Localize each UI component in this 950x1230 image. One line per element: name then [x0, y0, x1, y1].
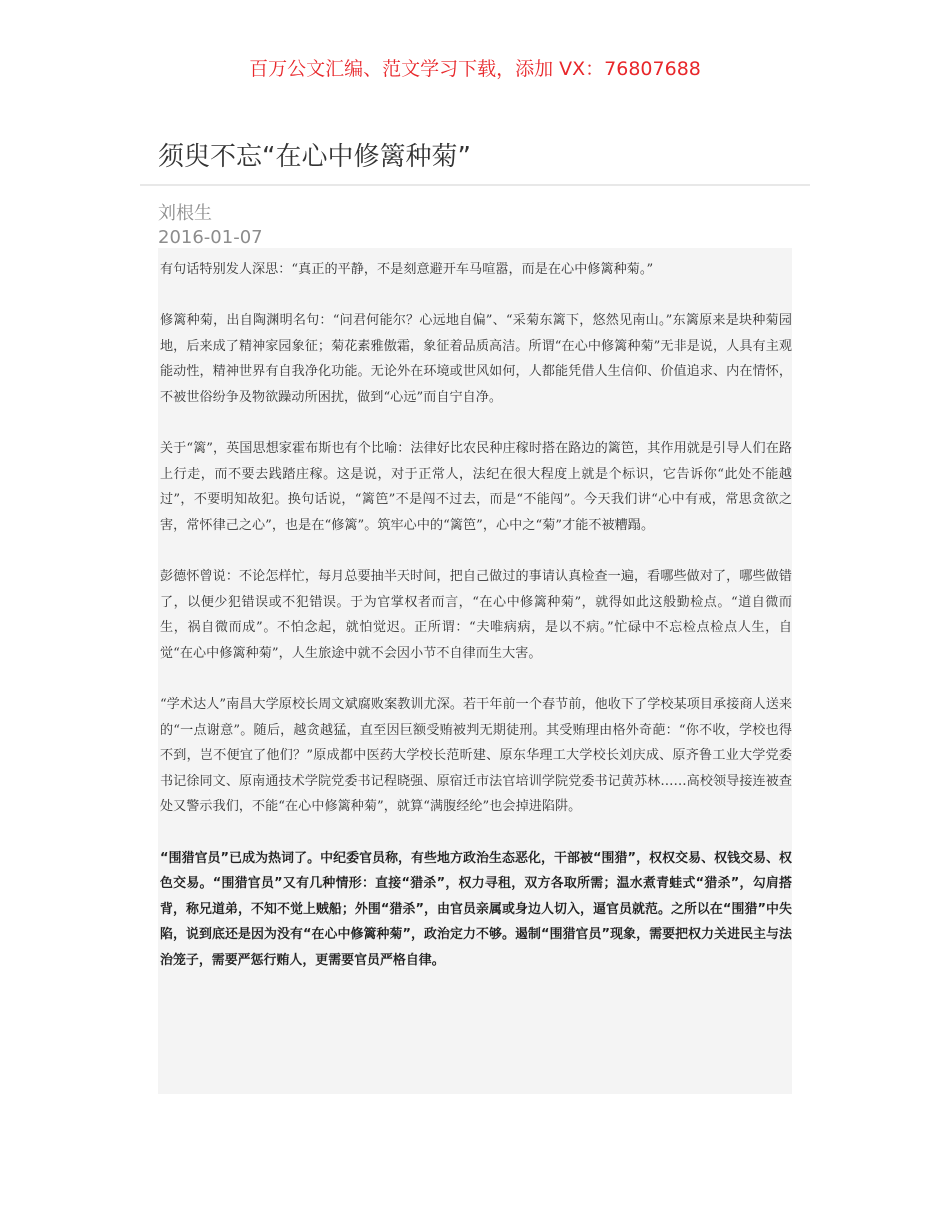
paragraph-2: 修篱种菊，出自陶渊明名句：“问君何能尔？心远地自偏”、“采菊东篱下，悠然见南山。”东篱原来是块种菊园地，后来成了精神家园象征；菊花素雅傲霜，象征着品质高洁。所谓“在心中修篱种菊”无非是说，人具有主观能动性，精神世界有自我净化功能。无论外在环境或世风如何，人都能凭借人生信仰、价值追求、内在情怀，不被世俗纷争及物欲躁动所困扰，做到“心远”而自宁自净。: [160, 313, 792, 405]
publish-date: 2016-01-07: [158, 227, 263, 248]
paragraph-3: 关于“篱”，英国思想家霍布斯也有个比喻：法律好比农民种庄稼时搭在路边的篱笆，其作用就是引导人们在路上行走，而不要去践踏庄稼。这是说，对于正常人，法纪在很大程度上就是个标识，它告诉你“此处不能越过”，不要明知故犯。换句话说，“篱笆”不是闯不过去，而是“不能闯”。今天我们讲“心中有戒，常思贪欲之害，常怀律己之心”，也是在“修篱”。筑牢心中的“篱笆”，心中之“菊”才能不被糟蹋。: [160, 441, 792, 533]
article-body: [158, 248, 792, 1094]
article-title: 须臾不忘“在心中修篱种菊”: [158, 142, 471, 172]
paragraph-4: 彭德怀曾说：不论怎样忙，每月总要抽半天时间，把自己做过的事请认真检查一遍，看哪些做对了，哪些做错了，以便少犯错误或不犯错误。于为官掌权者而言，“在心中修篱种菊”，就得如此这般勤检点。“道自微而生，祸自微而成”。不怕念起，就怕觉迟。正所谓：“夫唯病病，是以不病。”忙碌中不忘检点检点人生，自觉“在心中修篱种菊”，人生旅途中就不会因小节不自律而生大害。: [160, 569, 792, 661]
paragraph-6: “围猎官员”已成为热词了。中纪委官员称，有些地方政治生态恶化，干部被“围猎”，权权交易、权钱交易、权色交易。“围猎官员”又有几种情形：直接“猎杀”，权力寻租，双方各取所需；温水煮青蛙式“猎杀”，勾肩搭背，称兄道弟，不知不觉上贼船；外围“猎杀”，由官员亲属或身边人切入，逼官员就范。之所以在“围猎”中失陷，说到底还是因为没有“在心中修篱种菊”，政治定力不够。遏制“围猎官员”现象，需要把权力关进民主与法治笼子，需要严惩行贿人，更需要官员严格自律。: [160, 850, 792, 969]
paragraph-1: 有句话特别发人深思：“真正的平静，不是刻意避开车马喧嚣，而是在心中修篱种菊。”: [160, 262, 654, 277]
title-divider: [140, 184, 810, 186]
paragraph-5: “学术达人”南昌大学原校长周文斌腐败案教训尤深。若干年前一个春节前，他收下了学校某项目承接商人送来的“一点谢意”。随后，越贪越猛，直至因巨额受贿被判无期徒刑。其受贿理由格外奇葩：“你不收，学校也得不到，岂不便宜了他们？”原成都中医药大学校长范昕建、原东华理工大学校长刘庆成、原齐鲁工业大学党委书记徐同文、原南通技术学院党委书记程晓强、原宿迁市法官培训学院党委书记黄苏林……高校领导接连被查处又警示我们，不能“在心中修篱种菊”，就算“满腹经纶”也会掉进陷阱。: [160, 697, 792, 815]
promo-banner: 百万公文汇编、范文学习下载，添加 VX：76807688: [249, 58, 701, 80]
author-name: 刘根生: [158, 203, 212, 224]
